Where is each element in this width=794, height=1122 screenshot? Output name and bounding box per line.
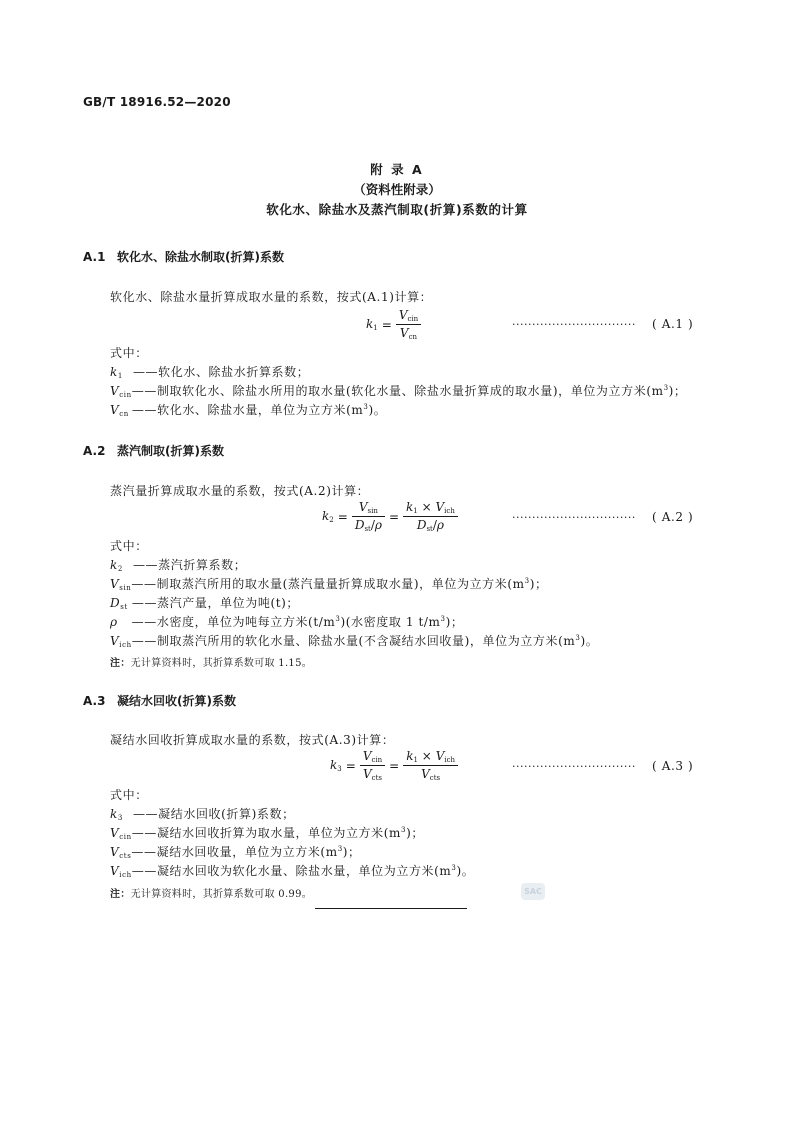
definition-line: $k_2$ ——蒸汽折算系数； — [110, 558, 247, 573]
definition-line: $k_1$ ——软化水、除盐水折算系数； — [110, 365, 310, 380]
leader-dots: ······························· — [512, 511, 636, 524]
standard-number: GB/T 18916.52—2020 — [83, 95, 231, 109]
section-title: 蒸汽制取(折算)系数 — [117, 444, 224, 458]
note: 注：无计算资料时，其折算系数可取 1.15。 — [110, 658, 313, 669]
formula-symbol: $k_1$ — [366, 317, 378, 332]
watermark-logo: SAC — [521, 883, 545, 900]
where-label: 式中： — [110, 788, 148, 802]
equals-sign: = — [388, 509, 400, 524]
definition-line: $V_{cn}$ ——软化水、除盐水量，单位为立方米$(m^3)$。 — [110, 403, 387, 418]
fraction: $\frac{V_{cin}}{V_{cts}}$ — [360, 749, 385, 782]
where-label: 式中： — [110, 346, 148, 360]
end-rule — [315, 908, 467, 909]
formula-symbol: $k_3$ — [330, 758, 342, 773]
section-title: 凝结水回收(折算)系数 — [117, 694, 236, 708]
section-intro: 凝结水回收折算成取水量的系数，按式(A.3)计算： — [110, 733, 395, 747]
formula-a1 — [366, 308, 421, 341]
definition-line: $V_{cin}——$制取软化水、除盐水所用的取水量(软化水量、除盐水量折算成的取水量)，单位为立方米$(m^3)$； — [110, 384, 687, 399]
formula-a3 — [330, 749, 458, 782]
definition-line: $V_{cts}——$凝结水回收量，单位为立方米$(m^3)$； — [110, 845, 361, 860]
section-intro: 蒸汽量折算成取水量的系数，按式(A.2)计算： — [110, 484, 370, 498]
equation-label: ( A.2 ) — [652, 510, 694, 524]
definition-line: $V_{cin}——$凝结水回收折算为取水量，单位为立方米$(m^3)$； — [110, 826, 424, 841]
fraction: $\frac{k_1 \times V_{ich}}{V_{cts}}$ — [403, 749, 458, 782]
section-heading-a2 — [83, 442, 224, 459]
section-number: A.1 — [83, 250, 106, 264]
section-title: 软化水、除盐水制取(折算)系数 — [117, 250, 284, 264]
leader-dots: ······························· — [512, 318, 636, 331]
definition-line: $V_{ich}——$凝结水回收为软化水量、除盐水量，单位为立方米$(m^3)$。 — [110, 864, 475, 879]
definition-line: $V_{sin}——$制取蒸汽所用的取水量(蒸汽量量折算成取水量)，单位为立方米$(m^3)$； — [110, 577, 548, 592]
fraction: $\frac{k_1 \times V_{ich}}{D_{st}/\rho}$ — [403, 500, 458, 533]
fraction: $\frac{V_{cin}}{V_{cn}}$ — [396, 308, 421, 341]
where-label: 式中： — [110, 539, 148, 553]
appendix-title: 软化水、除盐水及蒸汽制取(折算)系数的计算 — [266, 202, 528, 217]
section-intro: 软化水、除盐水量折算成取水量的系数，按式(A.1)计算： — [110, 290, 433, 304]
equals-sign: = — [345, 758, 356, 773]
appendix-nature: （资料性附录） — [353, 182, 441, 197]
section-number: A.2 — [83, 444, 106, 458]
equation-label: ( A.3 ) — [652, 759, 694, 773]
definition-line: ρ ——水密度，单位为吨每立方米$(t/m^3)$(水密度取 1 $t/m^3$)； — [110, 615, 464, 629]
equals-sign: = — [337, 509, 348, 524]
equals-sign: = — [389, 758, 400, 773]
formula-symbol: $k_2$ — [322, 509, 334, 524]
equation-label: ( A.1 ) — [652, 317, 694, 331]
section-number: A.3 — [83, 694, 106, 708]
formula-a2 — [322, 500, 458, 533]
definition-line: $k_3$ ——凝结水回收(折算)系数； — [110, 807, 295, 822]
section-heading-a3 — [83, 692, 236, 709]
leader-dots: ······························· — [512, 760, 636, 773]
appendix-label: 附 录 A — [370, 162, 424, 177]
fraction: $\frac{V_{sin}}{D_{st}/\rho}$ — [352, 500, 385, 533]
note: 注：无计算资料时，其折算系数可取 0.99。 — [110, 889, 313, 900]
equals-sign: = — [381, 317, 392, 332]
definition-line: $V_{ich}——$制取蒸汽所用的软化水量、除盐水量(不含凝结水回收量)，单位为立方米$(m^3)$。 — [110, 634, 599, 649]
definition-line: $D_{st}$ ——蒸汽产量，单位为吨(t)； — [110, 596, 300, 611]
section-heading-a1 — [83, 248, 284, 265]
